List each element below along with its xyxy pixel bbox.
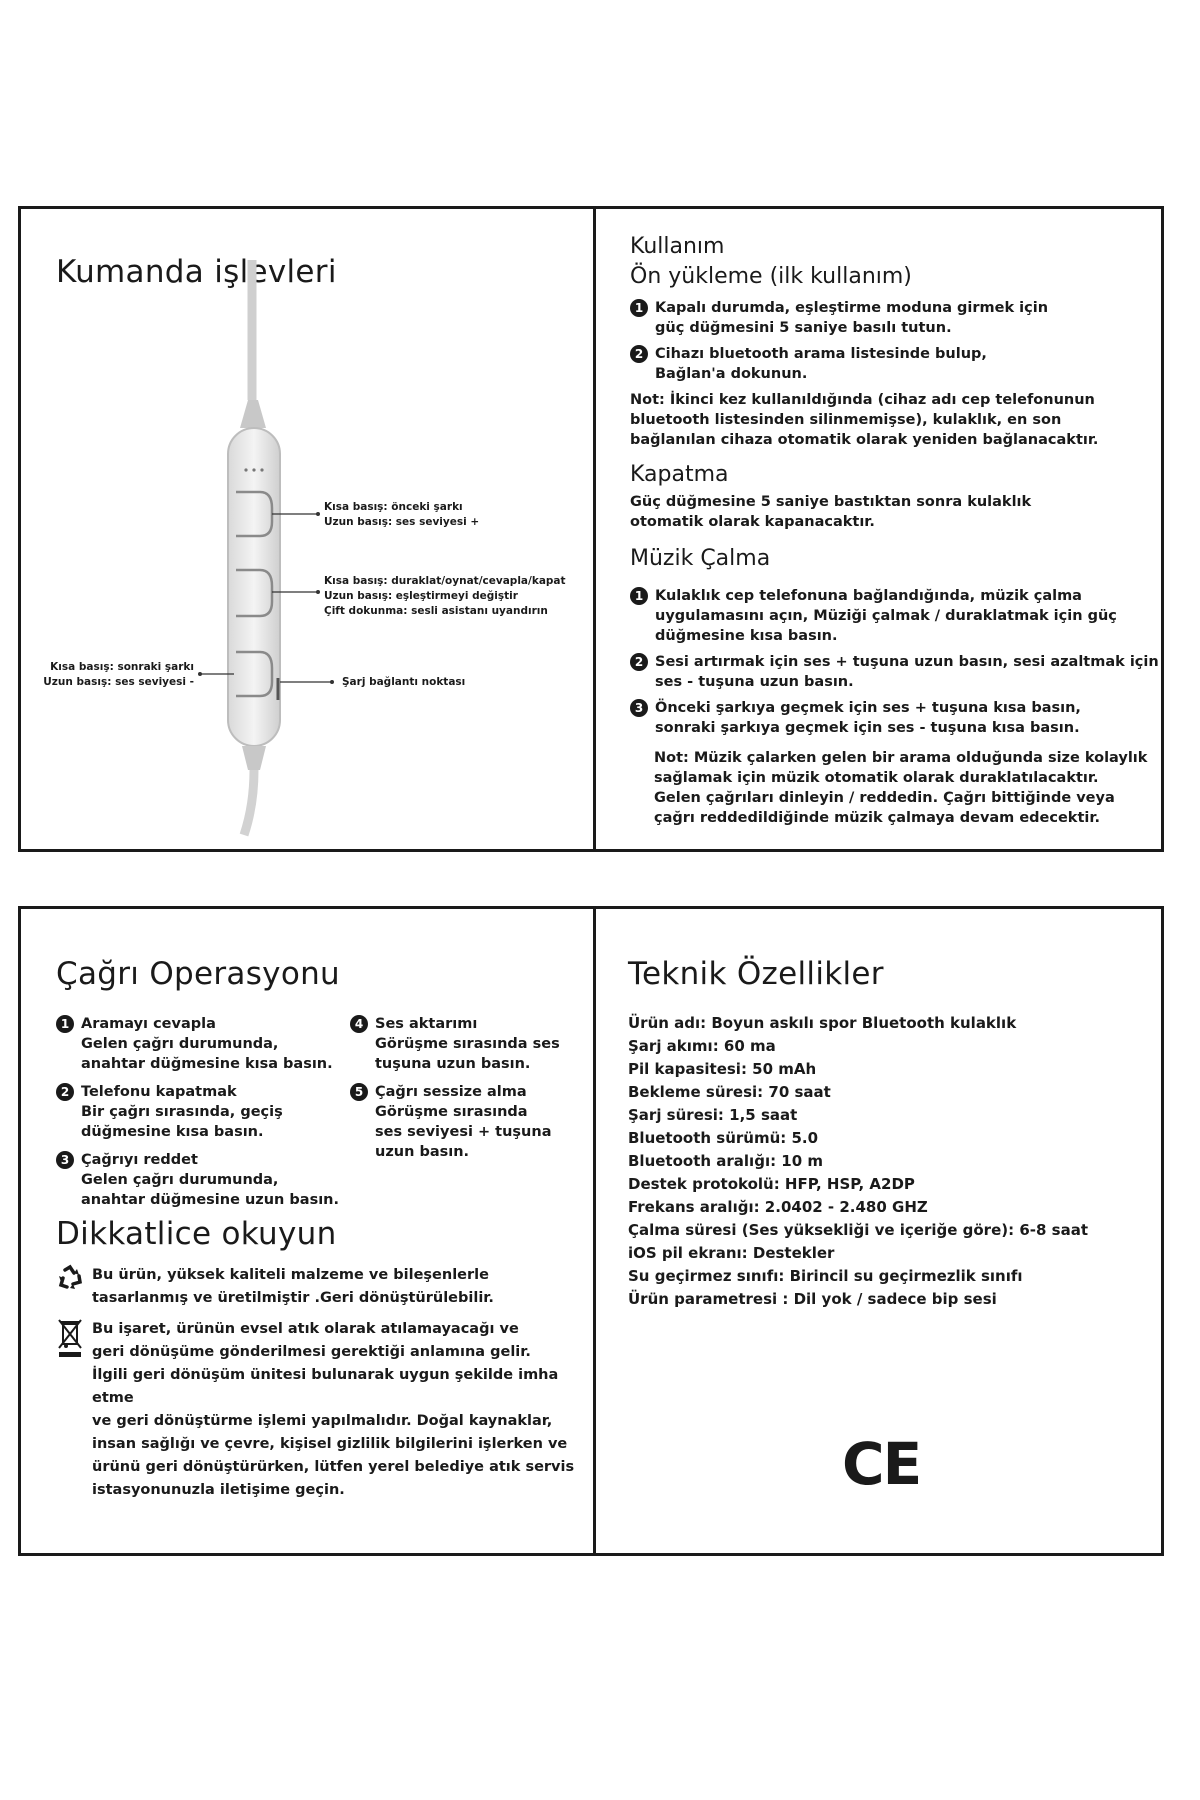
usage-title: Kullanım	[630, 234, 725, 259]
item-line: Görüşme sırasında	[375, 1104, 528, 1120]
item-line: Çağrı sessize alma	[375, 1084, 527, 1100]
item-line: Gelen çağrı durumunda,	[81, 1036, 279, 1052]
label-line: Çift dokunma: sesli asistanı uyandırın	[324, 605, 548, 617]
label-line: Kısa basış: sonraki şarkı	[50, 661, 194, 673]
crossed-bin-icon	[56, 1318, 86, 1502]
spec-row: Destek protokolü: HFP, HSP, A2DP	[628, 1175, 915, 1193]
spec-row: Frekans aralığı: 2.0402 - 2.480 GHZ	[628, 1198, 928, 1216]
item-line: tuşuna uzun basın.	[375, 1056, 531, 1072]
call-item	[350, 1014, 560, 1074]
spec-row: Pil kapasitesi: 50 mAh	[628, 1060, 817, 1078]
step-line: güç düğmesini 5 saniye basılı tutun.	[655, 320, 952, 336]
label-line: Uzun basış: ses seviyesi -	[43, 676, 194, 688]
step-number: 5	[350, 1083, 368, 1101]
weee-notice	[56, 1318, 576, 1502]
spec-row: Bluetooth aralığı: 10 m	[628, 1152, 824, 1170]
music-step	[630, 586, 1150, 646]
item-line: Gelen çağrı durumunda,	[81, 1172, 279, 1188]
item-line: Aramayı cevapla	[81, 1016, 216, 1032]
step-number: 2	[630, 345, 648, 363]
first-use-title: Ön yükleme (ilk kullanım)	[630, 264, 912, 289]
item-line: uzun basın.	[375, 1144, 470, 1160]
call-item	[56, 1082, 346, 1142]
note-line: bağlanılan cihaza otomatik olarak yeniden bağlanacaktır.	[630, 432, 1099, 448]
usage-note	[630, 390, 1098, 450]
step-line: sonraki şarkıya geçmek için ses - tuşuna kısa basın.	[655, 720, 1080, 736]
step-line: ses - tuşuna uzun basın.	[655, 674, 854, 690]
middle-button-label	[324, 574, 566, 619]
notice-line: Bu ürün, yüksek kaliteli malzeme ve bileşenlerle	[92, 1267, 489, 1283]
step-line: Sesi artırmak için ses + tuşuna uzun basın, sesi azaltmak için	[655, 654, 1159, 670]
spec-row: Ürün adı: Boyun askılı spor Bluetooth kulaklık	[628, 1014, 1017, 1032]
charge-port-label: Şarj bağlantı noktası	[342, 676, 466, 688]
call-item	[56, 1150, 356, 1210]
specs-list	[628, 1012, 1088, 1311]
step-line: Önceki şarkıya geçmek için ses + tuşuna kısa basın,	[655, 700, 1081, 716]
item-line: Ses aktarımı	[375, 1016, 478, 1032]
step-line: uygulamasını açın, Müziği çalmak / duraklatmak için güç	[655, 608, 1117, 624]
spec-row: Su geçirmez sınıfı: Birincil su geçirmezlik sınıfı	[628, 1267, 1023, 1285]
step-number: 1	[56, 1015, 74, 1033]
item-line: düğmesine kısa basın.	[81, 1124, 264, 1140]
item-line: Çağrıyı reddet	[81, 1152, 198, 1168]
careful-title: Dikkatlice okuyun	[56, 1216, 337, 1252]
call-item	[350, 1082, 560, 1162]
spec-row: Bekleme süresi: 70 saat	[628, 1083, 831, 1101]
step-number: 3	[630, 699, 648, 717]
spec-row: Şarj akımı: 60 ma	[628, 1037, 776, 1055]
item-line: anahtar düğmesine kısa basın.	[81, 1056, 333, 1072]
specs-title: Teknik Özellikler	[628, 956, 884, 992]
remote-title: Kumanda işlevleri	[56, 254, 337, 290]
item-line: Bir çağrı sırasında, geçiş	[81, 1104, 283, 1120]
notice-line: Bu işaret, ürünün evsel atık olarak atılamayacağı ve	[92, 1321, 519, 1337]
item-line: ses seviyesi + tuşuna	[375, 1124, 552, 1140]
notice-line: tasarlanmış ve üretilmiştir .Geri dönüştürülebilir.	[92, 1290, 494, 1306]
note-line: Not: Müzik çalarken gelen bir arama olduğunda size kolaylık	[654, 750, 1148, 766]
label-line: Uzun basış: ses seviyesi +	[324, 516, 480, 528]
label-line: Kısa basış: önceki şarkı	[324, 501, 463, 513]
lower-button-label	[22, 660, 194, 690]
step-line: Cihazı bluetooth arama listesinde bulup,	[655, 346, 987, 362]
item-line: Telefonu kapatmak	[81, 1084, 237, 1100]
step-number: 3	[56, 1151, 74, 1169]
power-off-title: Kapatma	[630, 462, 729, 487]
text-line: Güç düğmesine 5 saniye bastıktan sonra kulaklık	[630, 494, 1032, 510]
item-line: Görüşme sırasında ses	[375, 1036, 560, 1052]
step-number: 2	[630, 653, 648, 671]
notice-line: insan sağlığı ve çevre, kişisel gizlilik bilgilerini işlerken ve	[92, 1436, 568, 1452]
step-line: düğmesine kısa basın.	[655, 628, 838, 644]
label-line: Uzun basış: eşleştirmeyi değiştir	[324, 590, 518, 602]
upper-button-label	[324, 500, 479, 530]
text-line: otomatik olarak kapanacaktır.	[630, 514, 875, 530]
notice-line: ürünü geri dönüştürürken, lütfen yerel belediye atık servis	[92, 1459, 575, 1475]
call-item	[56, 1014, 346, 1074]
recycle-icon	[56, 1264, 86, 1310]
notice-line: İlgili geri dönüşüm ünitesi bulunarak uygun şekilde imha etme	[92, 1367, 559, 1406]
note-line: Gelen çağrıları dinleyin / reddedin. Çağrı bittiğinde veya	[654, 790, 1115, 806]
step-number: 1	[630, 299, 648, 317]
item-line: anahtar düğmesine uzun basın.	[81, 1192, 340, 1208]
note-line: sağlamak için müzik otomatik olarak duraklatılacaktır.	[654, 770, 1099, 786]
recycle-notice	[56, 1264, 566, 1310]
music-note	[654, 748, 1147, 828]
music-step	[630, 652, 1160, 692]
note-line: bluetooth listesinden silinmemişse), kulaklık, en son	[630, 412, 1062, 428]
music-step	[630, 698, 1150, 738]
usage-step	[630, 344, 1150, 384]
label-line: Kısa basış: duraklat/oynat/cevapla/kapat	[324, 575, 566, 587]
spec-row: Ürün parametresi : Dil yok / sadece bip sesi	[628, 1290, 997, 1308]
calls-title: Çağrı Operasyonu	[56, 956, 340, 992]
spec-row: Şarj süresi: 1,5 saat	[628, 1106, 798, 1124]
step-line: Kulaklık cep telefonuna bağlandığında, müzik çalma	[655, 588, 1082, 604]
note-line: çağrı reddedildiğinde müzik çalmaya devam edecektir.	[654, 810, 1100, 826]
usage-step	[630, 298, 1150, 338]
ce-mark: CE	[842, 1430, 921, 1498]
notice-line: ve geri dönüştürme işlemi yapılmalıdır. Doğal kaynaklar,	[92, 1413, 553, 1429]
music-title: Müzik Çalma	[630, 546, 771, 571]
notice-line: istasyonunuzla iletişime geçin.	[92, 1482, 345, 1498]
spec-row: iOS pil ekranı: Destekler	[628, 1244, 835, 1262]
step-number: 1	[630, 587, 648, 605]
power-off-text	[630, 492, 1031, 532]
step-line: Bağlan'a dokunun.	[655, 366, 808, 382]
step-number: 2	[56, 1083, 74, 1101]
spec-row: Bluetooth sürümü: 5.0	[628, 1129, 819, 1147]
note-line: Not: İkinci kez kullanıldığında (cihaz adı cep telefonunun	[630, 392, 1095, 408]
panel-divider	[593, 909, 596, 1553]
step-line: Kapalı durumda, eşleştirme moduna girmek için	[655, 300, 1049, 316]
notice-line: geri dönüşüme gönderilmesi gerektiği anlamına gelir.	[92, 1344, 531, 1360]
step-number: 4	[350, 1015, 368, 1033]
spec-row: Çalma süresi (Ses yüksekliği ve içeriğe göre): 6-8 saat	[628, 1221, 1088, 1239]
